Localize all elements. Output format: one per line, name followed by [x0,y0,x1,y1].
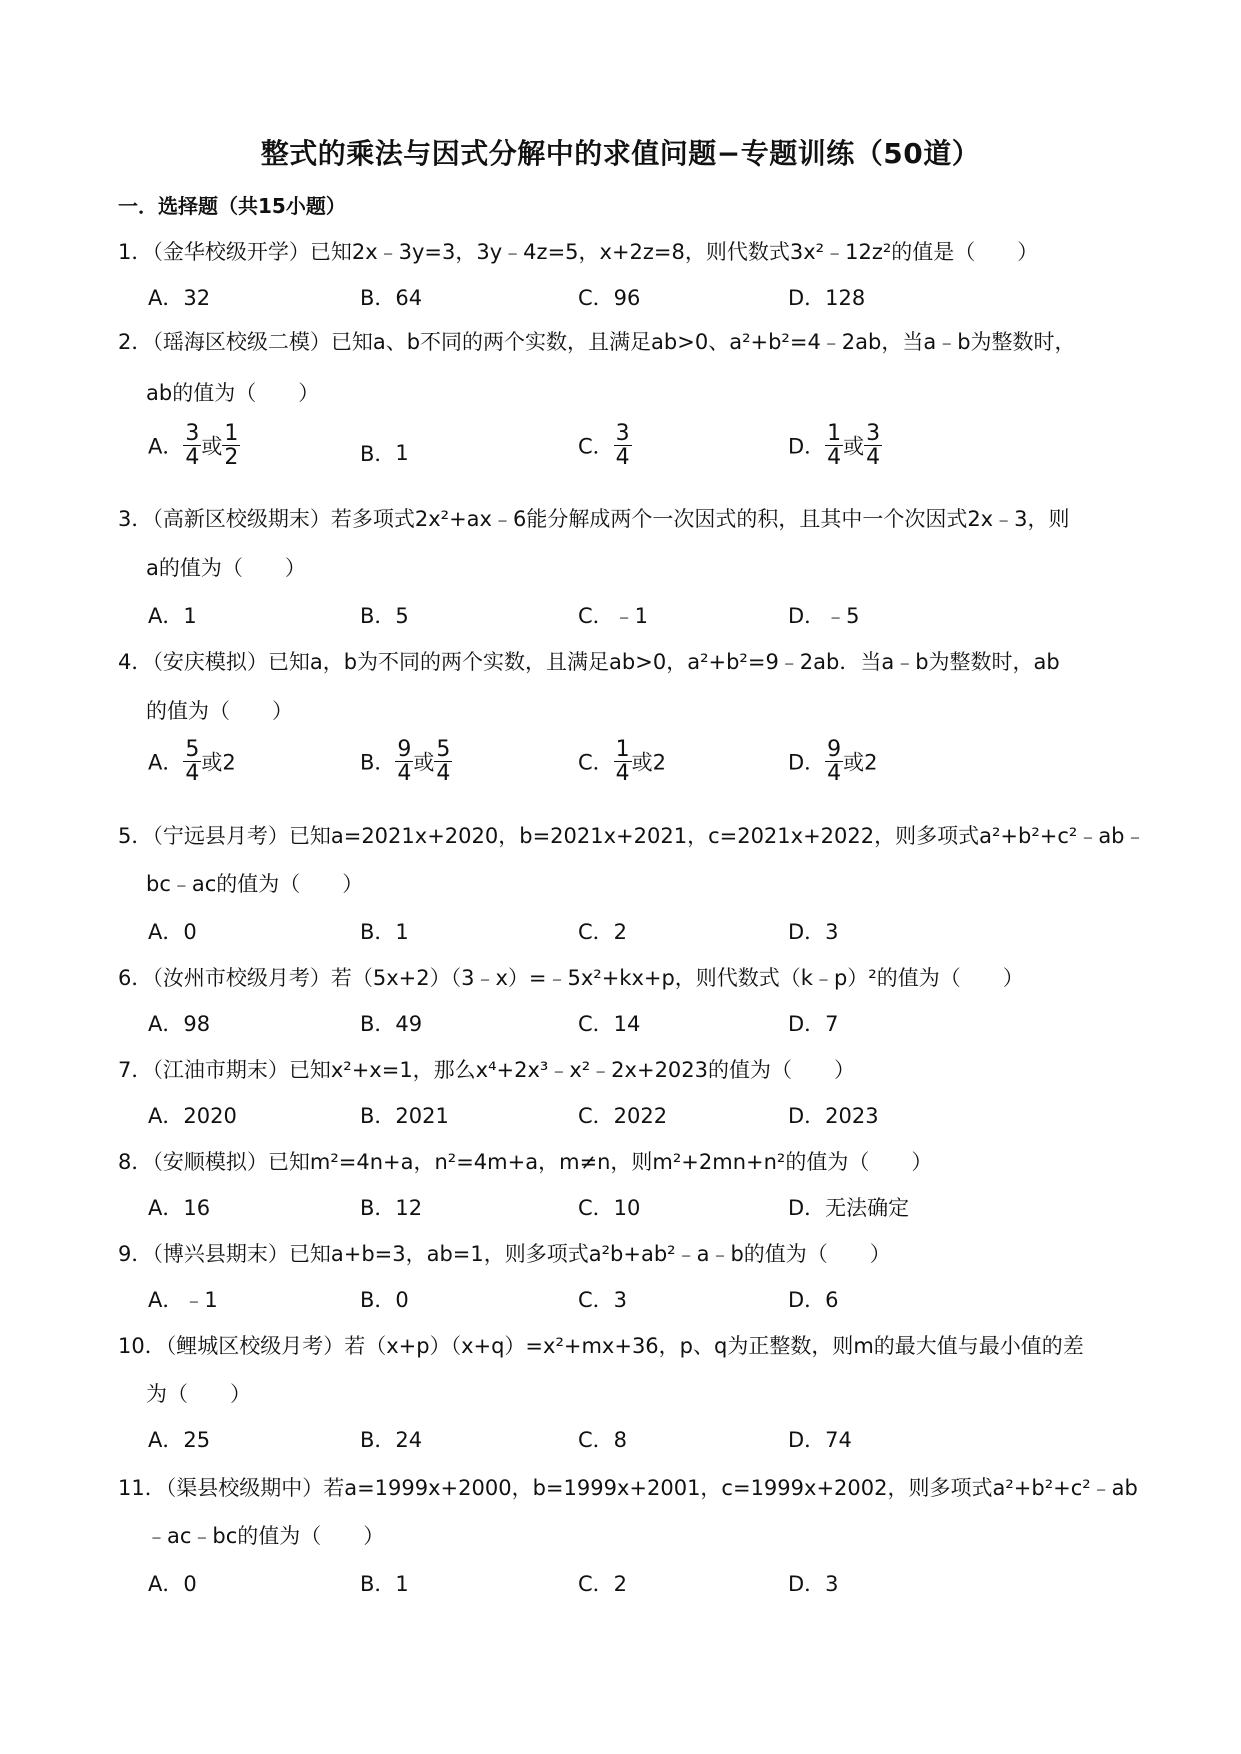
question-10-line-2: 为（ ） [146,1382,251,1406]
option-b: B．0 [360,1288,409,1312]
fraction: $\frac{3}{4}$ [615,421,630,471]
option-a: A． $\frac{5}{4}$ 或2 [148,737,236,787]
fraction: $\frac{1}{4}$ [827,421,842,471]
question-6-options [148,1008,1148,1048]
option-a: A．25 [148,1428,211,1452]
fraction: $\frac{1}{4}$ [615,737,630,787]
option-a: A．0 [148,920,197,944]
question-5-line-1: 5．（宁远县月考）已知a=2021x+2020，b=2021x+2021，c=2021x+2022，则多项式a²+b²+c²﹣ab﹣ [118,824,1146,848]
option-b: B．64 [360,286,423,310]
option-c: C．2022 [578,1104,668,1128]
question-1-line-1: 1．（金华校级开学）已知2x﹣3y=3，3y﹣4z=5，x+2z=8，则代数式3x²﹣12z²的值是（ ） [118,240,1039,264]
option-c: C． $\frac{3}{4}$ [578,421,630,471]
fraction: $\frac{5}{4}$ [436,737,451,787]
option-c: C．﹣1 [578,604,649,628]
fraction: $\frac{1}{2}$ [224,421,239,471]
fraction: $\frac{9}{4}$ [827,737,842,787]
question-4-options [148,737,1148,787]
question-5-options [148,916,1148,956]
option-c: C．14 [578,1012,641,1036]
option-a: A．16 [148,1196,211,1220]
option-b: B． $\frac{9}{4}$ 或 $\frac{5}{4}$ [360,737,451,787]
fraction: $\frac{5}{4}$ [185,737,200,787]
question-8-line-1: 8．（安顺模拟）已知m²=4n+a，n²=4m+a，m≠n，则m²+2mn+n²的值为（ ） [118,1150,933,1174]
option-c: C．8 [578,1428,628,1452]
fraction: $\frac{3}{4}$ [866,421,881,471]
option-d: D．7 [788,1012,839,1036]
question-9-line-1: 9．（博兴县期末）已知a+b=3，ab=1，则多项式a²b+ab²﹣a﹣b的值为（ ） [118,1242,891,1266]
option-a: A．1 [148,604,197,628]
question-3-line-1: 3．（高新区校级期末）若多项式2x²+ax﹣6能分解成两个一次因式的积，且其中一个次因式2x﹣3，则 [118,507,1070,531]
question-4-line-1: 4．（安庆模拟）已知a，b为不同的两个实数，且满足ab>0，a²+b²=9﹣2ab．当a﹣b为整数时，ab [118,650,1060,674]
option-d: D． $\frac{9}{4}$ 或2 [788,737,878,787]
option-d: D．3 [788,920,839,944]
option-a: A．32 [148,286,211,310]
option-d: D． $\frac{1}{4}$ 或 $\frac{3}{4}$ [788,421,881,471]
question-7-options [148,1100,1148,1140]
option-b: B．1 [360,441,409,466]
option-a: A．98 [148,1012,211,1036]
option-c: C．2 [578,1572,628,1596]
question-6-line-1: 6．（汝州市校级月考）若（5x+2）（3﹣x）=﹣5x²+kx+p，则代数式（k﹣p）²的值为（ ） [118,966,1024,990]
fraction: $\frac{9}{4}$ [397,737,412,787]
option-b: B．1 [360,920,409,944]
option-c: C．96 [578,286,641,310]
option-d: D．3 [788,1572,839,1596]
option-b: B．24 [360,1428,423,1452]
option-c: C．2 [578,920,628,944]
question-2-line-2: ab的值为（ ） [146,381,320,405]
fraction: $\frac{3}{4}$ [185,421,200,471]
question-4-line-2: 的值为（ ） [146,699,293,723]
question-5-line-2: bc﹣ac的值为（ ） [146,872,364,896]
option-d: D．74 [788,1428,852,1452]
option-d: D．128 [788,286,866,310]
option-b: B．12 [360,1196,423,1220]
question-3-line-2: a的值为（ ） [146,556,306,580]
option-a: A．0 [148,1572,197,1596]
option-a: A．2020 [148,1104,237,1128]
page-title: 整式的乘法与因式分解中的求值问题−专题训练（50道） [260,137,981,170]
option-a: A．﹣1 [148,1288,218,1312]
option-d: D．2023 [788,1104,879,1128]
option-b: B．2021 [360,1104,449,1128]
option-b: B．5 [360,604,409,628]
question-9-options [148,1284,1148,1324]
option-b: B．1 [360,1572,409,1596]
option-d: D．﹣5 [788,604,860,628]
question-3-options [148,600,1148,640]
question-1-options [148,282,1148,322]
section-heading: 一．选择题（共15小题） [118,194,346,218]
question-11-line-2: ﹣ac﹣bc的值为（ ） [146,1524,385,1548]
option-a: A． $\frac{3}{4}$ 或 $\frac{1}{2}$ [148,421,239,471]
option-c: C． $\frac{1}{4}$ 或2 [578,737,667,787]
question-11-options [148,1568,1148,1608]
option-c: C．10 [578,1196,641,1220]
question-11-line-1: 11．（渠县校级期中）若a=1999x+2000，b=1999x+2001，c=1999x+2002，则多项式a²+b²+c²﹣ab [118,1476,1138,1500]
question-10-options [148,1424,1148,1464]
question-2-options [148,421,1148,471]
question-8-options [148,1192,1148,1232]
option-d: D．6 [788,1288,839,1312]
option-d: D．无法确定 [788,1196,910,1220]
question-7-line-1: 7．（江油市期末）已知x²+x=1，那么x⁴+2x³﹣x²﹣2x+2023的值为（ ） [118,1058,856,1082]
question-2-line-1: 2．（瑶海区校级二模）已知a、b不同的两个实数，且满足ab>0、a²+b²=4﹣2ab，当a﹣b为整数时， [118,330,1076,354]
question-10-line-1: 10．（鲤城区校级月考）若（x+p）（x+q）=x²+mx+36，p、q为正整数，则m的最大值与最小值的差 [118,1334,1084,1358]
option-c: C．3 [578,1288,628,1312]
option-b: B．49 [360,1012,423,1036]
